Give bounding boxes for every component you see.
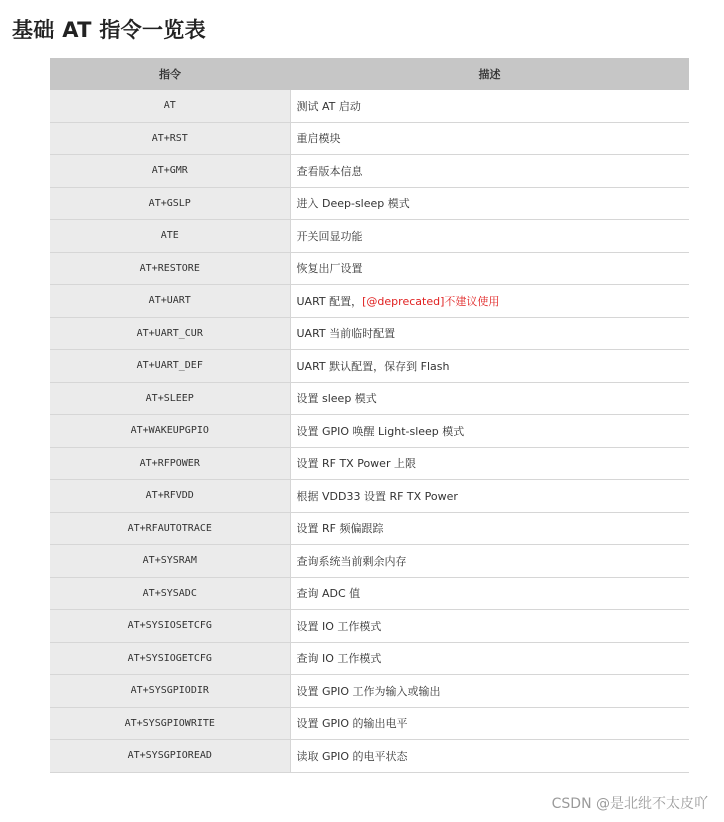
description-text: 进入 Deep-sleep 模式 <box>296 197 410 211</box>
table-row <box>50 317 689 350</box>
description-cell <box>290 382 689 415</box>
command-cell: AT+SYSADC <box>50 577 290 610</box>
table-row <box>50 220 689 253</box>
table-row <box>50 480 689 513</box>
description-text: 读取 GPIO 的电平状态 <box>296 749 408 763</box>
command-cell: AT+SYSGPIOREAD <box>50 740 290 773</box>
command-cell: AT+RFVDD <box>50 480 290 513</box>
description-cell <box>290 707 689 740</box>
command-cell: AT+SYSGPIODIR <box>50 675 290 708</box>
description-cell <box>290 187 689 220</box>
table-row <box>50 610 689 643</box>
command-cell: AT+SYSGPIOWRITE <box>50 707 290 740</box>
watermark: CSDN @是北纰不太皮吖 <box>551 796 708 812</box>
command-cell: AT+RFAUTOTRACE <box>50 512 290 545</box>
description-cell <box>290 350 689 383</box>
command-cell: AT+RST <box>50 122 290 155</box>
description-cell <box>290 545 689 578</box>
command-cell: AT+UART_CUR <box>50 317 290 350</box>
description-text: 重启模块 <box>296 132 341 146</box>
description-text: 设置 GPIO 工作为输入或输出 <box>296 684 441 698</box>
table-row <box>50 675 689 708</box>
description-text: 测试 AT 启动 <box>296 99 361 113</box>
table-row <box>50 577 689 610</box>
description-cell <box>290 415 689 448</box>
deprecated-note: [@deprecated]不建议使用 <box>362 294 500 308</box>
table-row <box>50 642 689 675</box>
table-row <box>50 447 689 480</box>
command-cell: AT+GMR <box>50 155 290 188</box>
table-row <box>50 122 689 155</box>
description-text: 查询 ADC 值 <box>296 587 361 601</box>
table-row <box>50 707 689 740</box>
command-cell: AT+SYSRAM <box>50 545 290 578</box>
description-text: 开关回显功能 <box>296 229 363 243</box>
table-row <box>50 740 689 773</box>
table-row <box>50 187 689 220</box>
description-cell <box>290 285 689 318</box>
description-cell <box>290 512 689 545</box>
table-row <box>50 252 689 285</box>
table-header-row <box>50 58 689 90</box>
description-cell <box>290 740 689 773</box>
at-command-table <box>50 58 689 773</box>
header-description: 描述 <box>290 58 689 90</box>
table-row <box>50 350 689 383</box>
description-cell <box>290 220 689 253</box>
description-cell <box>290 252 689 285</box>
description-cell <box>290 155 689 188</box>
description-cell <box>290 480 689 513</box>
header-command: 指令 <box>50 58 290 90</box>
description-text: 设置 sleep 模式 <box>296 392 377 406</box>
table-row <box>50 90 689 122</box>
command-cell: AT+SYSIOSETCFG <box>50 610 290 643</box>
description-text: UART 配置， <box>296 294 363 308</box>
command-cell: AT+UART <box>50 285 290 318</box>
table-row <box>50 155 689 188</box>
description-text: 设置 GPIO 的输出电平 <box>296 717 408 731</box>
description-cell <box>290 317 689 350</box>
description-text: 设置 RF 频偏跟踪 <box>296 522 384 536</box>
command-cell: AT <box>50 90 290 122</box>
description-text: UART 当前临时配置 <box>296 327 396 341</box>
description-cell <box>290 447 689 480</box>
description-cell <box>290 675 689 708</box>
description-text: 查询 IO 工作模式 <box>296 652 382 666</box>
description-text: 恢复出厂设置 <box>296 262 363 276</box>
command-cell: AT+WAKEUPGPIO <box>50 415 290 448</box>
description-cell <box>290 90 689 122</box>
table-row <box>50 285 689 318</box>
description-text: 根据 VDD33 设置 RF TX Power <box>296 489 458 503</box>
description-text: 设置 IO 工作模式 <box>296 619 382 633</box>
description-cell <box>290 122 689 155</box>
table-row <box>50 382 689 415</box>
table-body <box>50 90 689 772</box>
description-text: UART 默认配置，保存到 Flash <box>296 359 450 373</box>
command-cell: AT+SYSIOGETCFG <box>50 642 290 675</box>
command-cell: AT+UART_DEF <box>50 350 290 383</box>
description-text: 查询系统当前剩余内存 <box>296 554 407 568</box>
page-title: 基础 AT 指令一览表 <box>12 18 206 42</box>
command-cell: AT+GSLP <box>50 187 290 220</box>
description-text: 设置 GPIO 唤醒 Light-sleep 模式 <box>296 424 465 438</box>
command-cell: AT+SLEEP <box>50 382 290 415</box>
description-text: 查看版本信息 <box>296 164 363 178</box>
command-cell: ATE <box>50 220 290 253</box>
command-cell: AT+RESTORE <box>50 252 290 285</box>
description-text: 设置 RF TX Power 上限 <box>296 457 416 471</box>
table-row <box>50 512 689 545</box>
table-row <box>50 545 689 578</box>
table-row <box>50 415 689 448</box>
description-cell <box>290 642 689 675</box>
command-cell: AT+RFPOWER <box>50 447 290 480</box>
description-cell <box>290 577 689 610</box>
description-cell <box>290 610 689 643</box>
